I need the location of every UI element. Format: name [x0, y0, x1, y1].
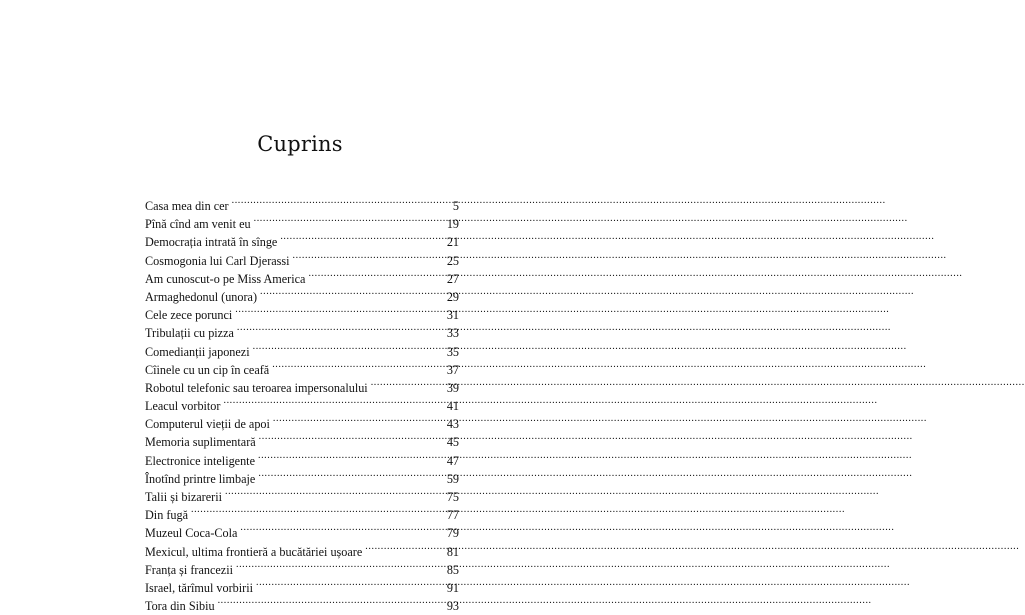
toc-entry-title: Înotînd printre limbaje — [145, 471, 256, 486]
toc-entry-title: Mexicul, ultima frontieră a bucătăriei ușoare — [145, 544, 363, 559]
dot-leader — [218, 592, 442, 610]
toc-entry-page-number: 39 — [446, 380, 459, 395]
toc-entry-title: Leacul vorbitor — [145, 399, 221, 414]
toc-entry-page-number: 31 — [446, 308, 459, 323]
dot-leader — [256, 574, 442, 592]
toc-entry-page-number: 43 — [446, 417, 459, 432]
toc-entry-title: Democrația intrată în sînge — [145, 235, 278, 250]
dot-leader — [237, 319, 442, 337]
toc-entry-title: Cele zece porunci — [145, 308, 233, 323]
toc-entry-page-number: 93 — [446, 599, 459, 614]
dot-leader — [259, 428, 442, 446]
toc-entry-page-number: 5 — [452, 199, 459, 213]
toc-entry-title: Pînă cînd am venit eu — [145, 217, 251, 232]
toc-entry-page-number: 77 — [446, 508, 459, 523]
toc-entry-title: Cosmogonia lui Carl Djerassi — [145, 253, 290, 268]
dot-leader — [258, 465, 442, 483]
dot-leader — [371, 374, 442, 392]
toc-entry — [145, 519, 459, 541]
toc-entry-page-number: 19 — [446, 217, 459, 232]
toc-entry-page-number: 47 — [446, 453, 459, 468]
dot-leader — [240, 519, 442, 537]
toc-entry-title: Electronice inteligente — [145, 453, 255, 468]
toc-entry-page-number: 33 — [446, 326, 459, 341]
toc-entry-page-number: 85 — [446, 562, 459, 577]
page-title: Cuprins — [257, 132, 343, 156]
toc-entry-page-number: 21 — [446, 235, 459, 250]
dot-leader — [308, 265, 442, 283]
toc-entry-page-number: 59 — [446, 471, 459, 486]
dot-leader — [235, 301, 442, 319]
dot-leader — [236, 556, 442, 574]
toc-entry-page-number: 91 — [446, 580, 459, 595]
toc-entry-title: Cîinele cu un cip în ceafă — [145, 362, 270, 377]
table-of-contents — [145, 192, 459, 614]
toc-entry — [145, 501, 459, 523]
toc-entry-page-number: 41 — [446, 399, 459, 414]
dot-leader — [273, 410, 442, 428]
toc-entry-page-number: 25 — [446, 253, 459, 268]
dot-leader — [272, 356, 442, 374]
dot-leader — [191, 501, 442, 519]
dot-leader — [232, 192, 442, 210]
toc-entry-title: Computerul vieții de apoi — [145, 417, 270, 432]
toc-entry-title: Talii și bizarerii — [145, 490, 222, 504]
toc-entry-page-number: 29 — [446, 289, 459, 304]
toc-entry-title: Din fugă — [145, 508, 188, 523]
toc-entry-title: Am cunoscut-o pe Miss America — [145, 271, 306, 286]
toc-entry-page-number: 27 — [446, 271, 459, 286]
toc-entry-title: Franța și francezii — [145, 562, 233, 577]
dot-leader — [258, 447, 442, 465]
dot-leader — [223, 392, 442, 410]
toc-entry — [145, 192, 459, 213]
toc-entry-title: Robotul telefonic sau teroarea impersonalului — [145, 380, 368, 395]
toc-entry-title: Armaghedonul (unora) — [145, 289, 258, 304]
toc-entry-title: Tribulații cu pizza — [145, 326, 234, 341]
toc-entry-title: Israel, tărîmul vorbirii — [145, 580, 253, 595]
dot-leader — [365, 538, 442, 556]
dot-leader — [254, 210, 442, 228]
toc-entry-page-number: 45 — [446, 435, 459, 450]
toc-entry-page-number: 75 — [446, 490, 459, 504]
toc-entry-title: Muzeul Coca-Cola — [145, 526, 238, 541]
dot-leader — [280, 228, 442, 246]
toc-entry-page-number: 81 — [446, 544, 459, 559]
toc-entry-page-number: 35 — [446, 344, 459, 359]
toc-entry-page-number: 37 — [446, 362, 459, 377]
toc-entry-title: Casa mea din cer — [145, 199, 229, 213]
toc-entry-title: Tora din Sibiu — [145, 599, 215, 614]
toc-entry-title: Memoria suplimentară — [145, 435, 256, 450]
dot-leader — [225, 483, 442, 501]
dot-leader — [293, 247, 442, 265]
dot-leader — [260, 283, 442, 301]
toc-entry-title: Comedianții japonezi — [145, 344, 250, 359]
toc-entry-page-number: 79 — [446, 526, 459, 541]
dot-leader — [253, 338, 442, 356]
